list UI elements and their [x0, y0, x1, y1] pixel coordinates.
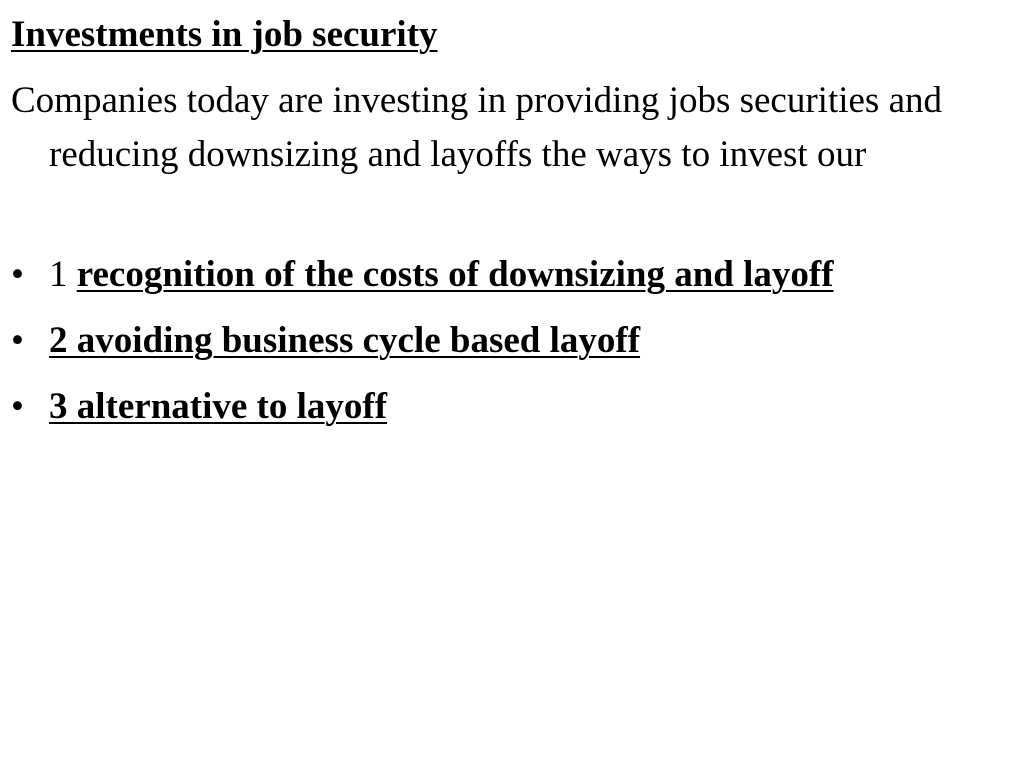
- bullet-item-1: [11, 246, 1021, 312]
- bullet-number: 1: [49, 254, 77, 295]
- slide-title: Investments in job security: [11, 14, 438, 55]
- bullet-list: [11, 246, 1021, 444]
- bullet-label: recognition of the costs of downsizing and layoff: [76, 254, 834, 295]
- bullet-text: [49, 246, 834, 304]
- bullet-item-2: [11, 312, 1021, 378]
- bullet-item-3: [11, 378, 1021, 444]
- bullet-label: 3 alternative to layoff: [49, 386, 388, 427]
- bullet-dot-icon: •: [11, 320, 24, 361]
- intro-paragraph: Companies today are investing in providing jobs securities and reducing downsizing and layoffs the ways to invest our: [11, 80, 942, 175]
- bullet-dot-icon: •: [11, 386, 24, 427]
- bullet-text: [49, 312, 640, 370]
- bullet-label: 2 avoiding business cycle based layoff: [49, 320, 641, 361]
- bullet-dot-icon: •: [11, 254, 24, 295]
- bullet-text: [49, 378, 387, 436]
